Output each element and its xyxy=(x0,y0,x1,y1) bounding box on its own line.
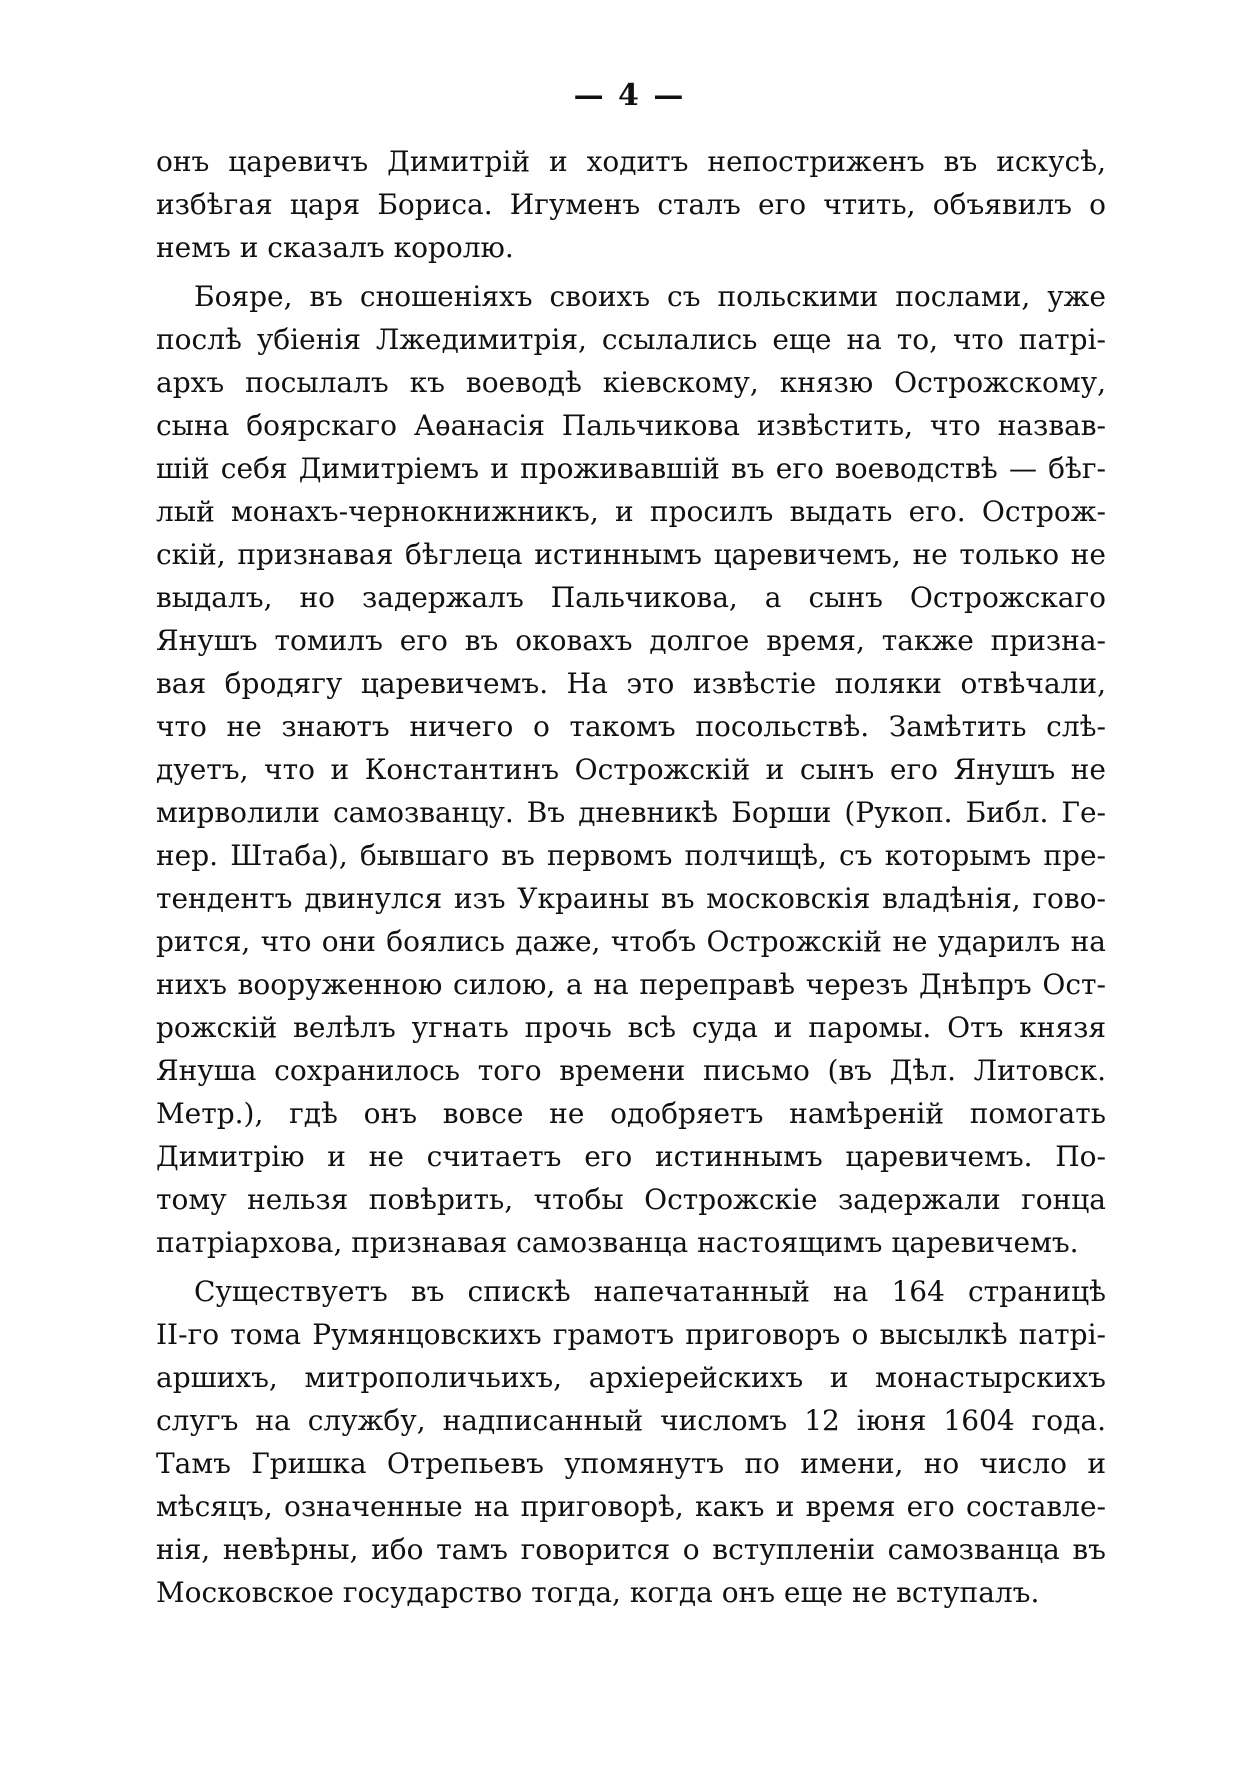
text-line: что не знаютъ ничего о такомъ посольствѣ. Замѣтить слѣ- xyxy=(156,710,1106,743)
text-line: дуетъ, что и Константинъ Острожскій и сынъ его Янушъ не xyxy=(156,753,1106,786)
text-line: онъ царевичъ Димитрій и ходитъ непостриженъ въ искусѣ, xyxy=(156,145,1106,178)
text-line: патріархова, признавая самозванца настоящимъ царевичемъ. xyxy=(156,1226,1079,1259)
text-line: II-го тома Румянцовскихъ грамотъ приговоръ о высылкѣ патрі- xyxy=(156,1318,1106,1351)
text-line: Московское государство тогда, когда онъ еще не вступалъ. xyxy=(156,1576,1040,1609)
page-number: — 4 — xyxy=(573,78,686,113)
text-line: Тамъ Гришка Отрепьевъ упомянутъ по имени, но число и xyxy=(156,1447,1106,1480)
text-line: лый монахъ-чернокнижникъ, и просилъ выдать его. Острож- xyxy=(156,495,1106,528)
text-line: нія, невѣрны, ибо тамъ говорится о вступленіи самозванца въ xyxy=(156,1533,1106,1566)
text-line: Метр.), гдѣ онъ вовсе не одобряетъ намѣреній помогать xyxy=(156,1097,1106,1130)
text-line: Бояре, въ сношеніяхъ своихъ съ польскими послами, уже xyxy=(194,280,1106,313)
text-line: мѣсяцъ, означенные на приговорѣ, какъ и время его составле- xyxy=(156,1490,1106,1523)
text-line: Януша сохранилось того времени письмо (въ Дѣл. Литовск. xyxy=(156,1054,1106,1087)
text-line: Димитрію и не считаетъ его истиннымъ царевичемъ. По- xyxy=(156,1140,1106,1173)
text-line: тендентъ двинулся изъ Украины въ московскія владѣнія, гово- xyxy=(156,882,1106,915)
text-line: рожскій велѣлъ угнать прочь всѣ суда и паромы. Отъ князя xyxy=(156,1011,1106,1044)
text-line: послѣ убіенія Лжедимитрія, ссылались еще на то, что патрі- xyxy=(156,323,1106,356)
text-line: слугъ на службу, надписанный числомъ 12 іюня 1604 года. xyxy=(156,1404,1106,1437)
text-line: выдалъ, но задержалъ Пальчикова, а сынъ Острожскаго xyxy=(156,581,1106,614)
text-line: избѣгая царя Бориса. Игуменъ сталъ его чтить, объявилъ о xyxy=(156,188,1106,221)
paragraph-3 xyxy=(156,1270,1106,1614)
paragraph-2 xyxy=(156,275,1106,1264)
paragraph-1 xyxy=(156,140,1106,269)
text-line: рится, что они боялись даже, чтобъ Острожскій не ударилъ на xyxy=(156,925,1106,958)
text-line: нихъ вооруженною силою, а на переправѣ черезъ Днѣпръ Ост- xyxy=(156,968,1106,1001)
text-line: тому нельзя повѣрить, чтобы Острожскіе задержали гонца xyxy=(156,1183,1106,1216)
body-text xyxy=(156,140,1106,1614)
text-line: архъ посылалъ къ воеводѣ кіевскому, князю Острожскому, xyxy=(156,366,1106,399)
text-line: немъ и сказалъ королю. xyxy=(156,231,514,264)
text-line: Янушъ томилъ его въ оковахъ долгое время, также призна- xyxy=(156,624,1106,657)
text-line: Существуетъ въ спискѣ напечатанный на 164 страницѣ xyxy=(194,1275,1106,1308)
text-line: аршихъ, митрополичьихъ, архіерейскихъ и монастырскихъ xyxy=(156,1361,1106,1394)
text-line: шій себя Димитріемъ и проживавшій въ его воеводствѣ — бѣг- xyxy=(156,452,1106,485)
text-line: нер. Штаба), бывшаго въ первомъ полчищѣ, съ которымъ пре- xyxy=(156,839,1106,872)
text-line: скій, признавая бѣглеца истиннымъ царевичемъ, не только не xyxy=(156,538,1106,571)
text-line: мирволили самозванцу. Въ дневникѣ Борши (Рукоп. Библ. Ге- xyxy=(156,796,1106,829)
text-line: сына боярскаго Аѳанасія Пальчикова извѣстить, что назвав- xyxy=(156,409,1106,442)
text-line: вая бродягу царевичемъ. На это извѣстіе поляки отвѣчали, xyxy=(156,667,1106,700)
